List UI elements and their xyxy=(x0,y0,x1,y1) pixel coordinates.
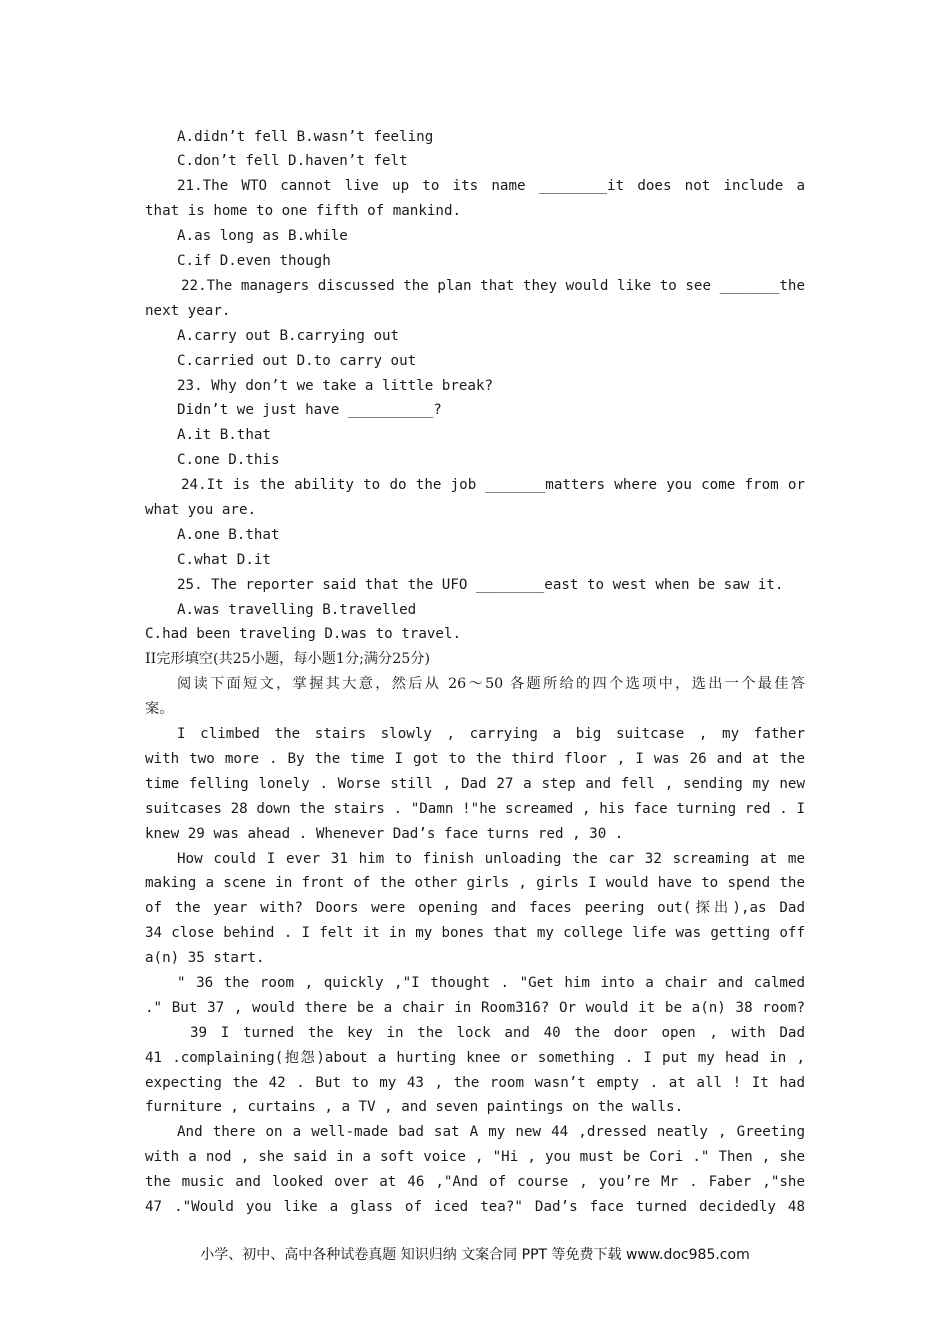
question-22: 22.The managers discussed the plan that they would like to see _______the xyxy=(181,278,805,294)
passage-line: with two more . By the time I got to the third floor , I was 26 and at the xyxy=(145,751,805,767)
option-line: C.had been traveling D.was to travel. xyxy=(145,626,462,642)
passage-line: 34 close behind . I felt it in my bones that my college life was getting off xyxy=(145,925,805,941)
passage-line: with a nod , she said in a soft voice , "Hi , you must be Cori ." Then , she xyxy=(145,1149,805,1165)
question-23: 23. Why don’t we take a little break? xyxy=(177,378,494,394)
option-line: C.don’t fell D.haven’t felt xyxy=(177,153,408,169)
passage-line: 41 .complaining(抱怨)about a hurting knee or something . I put my head in , xyxy=(145,1050,805,1066)
option-line: A.didn’t fell B.wasn’t feeling xyxy=(177,129,434,145)
passage-line: " 36 the room , quickly ,"I thought . "Get him into a chair and calmed xyxy=(177,975,805,991)
question-24: 24.It is the ability to do the job _______matters where you come from or xyxy=(181,477,805,493)
question-text-line: that is home to one fifth of mankind. xyxy=(145,203,462,219)
question-text-line: next year. xyxy=(145,303,231,319)
option-line: C.carried out D.to carry out xyxy=(177,353,417,369)
question-25: 25. The reporter said that the UFO ________east to west when be saw it. xyxy=(177,577,784,593)
page-footer: 小学、初中、高中各种试卷真题 知识归纳 文案合同 PPT 等免费下载 www.doc985.com xyxy=(200,1247,750,1263)
question-text-line: what you are. xyxy=(145,502,257,518)
option-line: C.one D.this xyxy=(177,452,280,468)
passage-line: making a scene in front of the other girls , girls I would have to spend the xyxy=(145,875,805,891)
passage-line: the music and looked over at 46 ,"And of course , you’re Mr . Faber ,"she xyxy=(145,1174,805,1190)
section-instruction: 阅读下面短文，掌握其大意，然后从 26～50 各题所给的四个选项中，选出一个最佳答 xyxy=(177,676,805,692)
passage-line: knew 29 was ahead . Whenever Dad’s face turns red , 30 . xyxy=(145,826,624,842)
option-line: C.what D.it xyxy=(177,552,271,568)
passage-line: a(n) 35 start. xyxy=(145,950,265,966)
passage-line: 47 ."Would you like a glass of iced tea?" Dad’s face turned decidedly 48 xyxy=(145,1199,805,1215)
section-heading: II完形填空(共25小题，每小题1分;满分25分) xyxy=(145,651,431,667)
option-line: C.if D.even though xyxy=(177,253,331,269)
passage-line: time felling lonely . Worse still , Dad 27 a step and fell , sending my new xyxy=(145,776,805,792)
passage-line: suitcases 28 down the stairs . "Damn !"he screamed , his face turning red . I xyxy=(145,801,805,817)
passage-line: of the year with? Doors were opening and faces peering out(探出),as Dad xyxy=(145,900,805,916)
section-instruction: 案。 xyxy=(145,701,174,717)
option-line: A.one B.that xyxy=(177,527,280,543)
passage-line: expecting the 42 . But to my 43 , the room wasn’t empty . at all ! It had xyxy=(145,1075,805,1091)
option-line: A.carry out B.carrying out xyxy=(177,328,400,344)
passage-line: I climbed the stairs slowly , carrying a big suitcase , my father xyxy=(177,726,805,742)
passage-line: ." But 37 , would there be a chair in Room316? Or would it be a(n) 38 room? xyxy=(145,1000,805,1016)
question-text-line: Didn’t we just have __________? xyxy=(177,402,442,418)
passage-line: furniture , curtains , a TV , and seven paintings on the walls. xyxy=(145,1099,684,1115)
option-line: A.it B.that xyxy=(177,427,271,443)
option-line: A.was travelling B.travelled xyxy=(177,602,417,618)
option-line: A.as long as B.while xyxy=(177,228,348,244)
passage-line: And there on a well-made bad sat A my new 44 ,dressed neatly , Greeting xyxy=(177,1124,805,1140)
question-21: 21.The WTO cannot live up to its name ________it does not include a xyxy=(177,178,805,194)
passage-line: 39 I turned the key in the lock and 40 the door open , with Dad xyxy=(190,1025,805,1041)
passage-line: How could I ever 31 him to finish unloading the car 32 screaming at me xyxy=(177,851,805,867)
